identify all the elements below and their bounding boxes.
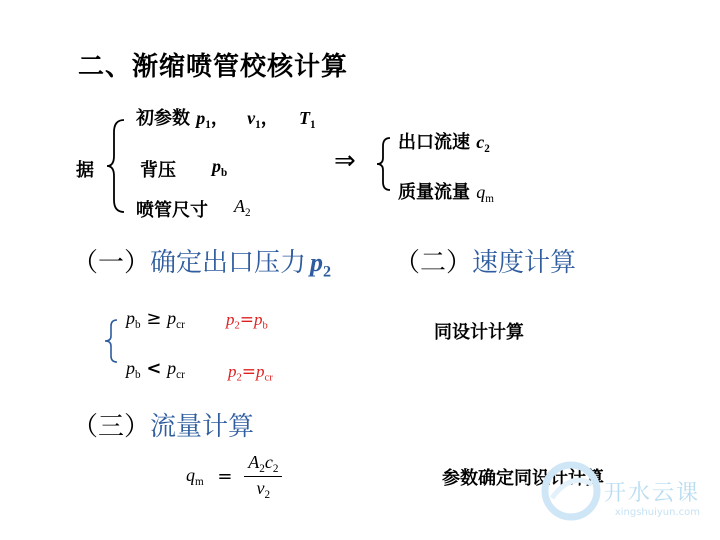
case1-condition: $p_b \ge p_{cr}$ <box>126 308 185 331</box>
section2-heading: （二）速度计算 <box>394 248 577 278</box>
c2-symbol: $c_2$ <box>476 132 490 155</box>
mass-flow-label: 质量流量 <box>398 182 470 203</box>
qm-symbol: $q_m$ <box>476 182 494 205</box>
watermark-url: xingshuiyun.com <box>614 507 700 518</box>
formula-fraction <box>244 452 282 501</box>
v1-symbol: $v_1$ <box>247 108 261 131</box>
initial-params-row: 初参数 $p_1$， $v_1$， $T_1$ <box>136 108 316 131</box>
implies-arrow: ⇒ <box>334 146 356 176</box>
exit-velocity-label: 出口流速 <box>398 132 470 153</box>
back-pressure-label: 背压 <box>140 160 176 181</box>
section3-note: 参数确定同设计计算 <box>442 468 604 489</box>
p1-symbol: $p_1$ <box>196 108 211 131</box>
pb-symbol: $p_b$ <box>212 156 228 179</box>
mass-flow-formula: $q_m$ = $\frac{A_2c_2}{v_2}$ <box>186 452 282 501</box>
watermark-brand: 开水云课 <box>603 481 700 506</box>
formula-denominator: $v_2$ <box>256 477 271 501</box>
section1-heading: （一）确定出口压力 $p_2$ <box>72 248 332 281</box>
initial-params-label: 初参数 <box>136 108 190 129</box>
T1-symbol: $T_1$ <box>299 108 316 131</box>
cases-left-brace <box>102 318 120 364</box>
case2-result: $p_2=p_{cr}$ <box>228 362 273 384</box>
given-label: 据 <box>76 160 94 181</box>
mass-flow-row <box>398 178 494 205</box>
results-left-brace <box>374 136 394 192</box>
exit-velocity-row <box>398 128 490 155</box>
nozzle-size-label: 喷管尺寸 <box>136 200 208 221</box>
case2-condition: $p_b < p_{cr}$ <box>126 358 185 381</box>
page-title: 二、渐缩喷管校核计算 <box>78 52 349 82</box>
given-left-brace <box>104 118 128 214</box>
section2-note: 同设计计算 <box>434 322 524 343</box>
watermark <box>604 476 700 518</box>
section3-heading: （三）流量计算 <box>72 412 255 442</box>
formula-numerator: $A_2c_2$ <box>244 452 282 477</box>
A2-symbol: $A_2$ <box>234 196 251 219</box>
watermark-logo-icon <box>540 460 602 522</box>
case1-result: $p_2=p_b$ <box>226 310 268 332</box>
